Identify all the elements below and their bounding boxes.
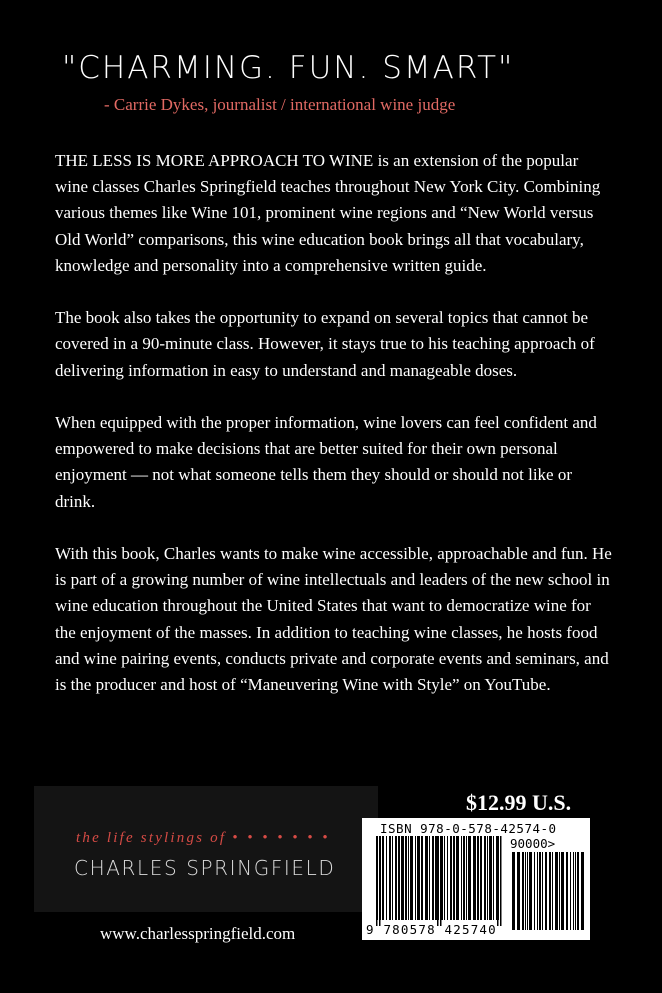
quote-attribution: - Carrie Dykes, journalist / international wine judge: [104, 95, 456, 114]
logo-dots: • • • • • • •: [232, 830, 331, 846]
isbn-number: ISBN 978-0-578-42574-0: [380, 821, 557, 836]
isbn-barcode: [362, 818, 590, 940]
description-paragraph-4: With this book, Charles wants to make wine accessible, approachable and fun. He is part of a growing number of wine intellectuals and leaders of the new school in wine education throughout the United States that want to democratize wine for the enjoyment of the masses. In addition to teaching wine classes, he hosts food and wine pairing events, conducts private and corporate events and seminars, and is the producer and host of “Maneuvering Wine with Style” on YouTube.: [55, 544, 612, 695]
ean-digits: 9 780578 425740: [366, 922, 497, 937]
review-quote: "CHARMING. FUN. SMART": [62, 50, 515, 86]
logo-tagline: the life stylings of • • • • • • •: [76, 830, 331, 846]
barcode-addon-code: 90000>: [510, 836, 556, 851]
description-paragraph-3: When equipped with the proper information, wine lovers can feel confident and empowered to make decisions that are better suited for their own personal enjoyment — not what someone tells them they should or should not like or drink.: [55, 413, 597, 511]
brand-logo: [34, 786, 378, 912]
description-paragraph-2: The book also takes the opportunity to expand on several topics that cannot be covered in a 90-minute class. However, it stays true to his teaching approach of delivering information in easy to understand and manageable doses.: [55, 308, 595, 380]
description-paragraph-1: [55, 148, 615, 279]
price-label: $12.99 U.S.: [466, 790, 572, 815]
book-title-lead: THE LESS IS MORE APPROACH TO WINE: [55, 151, 374, 170]
logo-brand-name: CHARLES SPRINGFIELD: [74, 856, 336, 880]
book-description: [55, 148, 615, 698]
website-url: www.charlesspringfield.com: [100, 924, 296, 943]
paragraph-1-text: is an extension of the popular wine classes Charles Springfield teaches throughout New York City. Combining various themes like Wine 101, prominent wine regions and “New World versus Old World” comparisons, this wine education book brings all that vocabulary, knowledge and personality into a comprehensive written guide.: [55, 151, 601, 275]
